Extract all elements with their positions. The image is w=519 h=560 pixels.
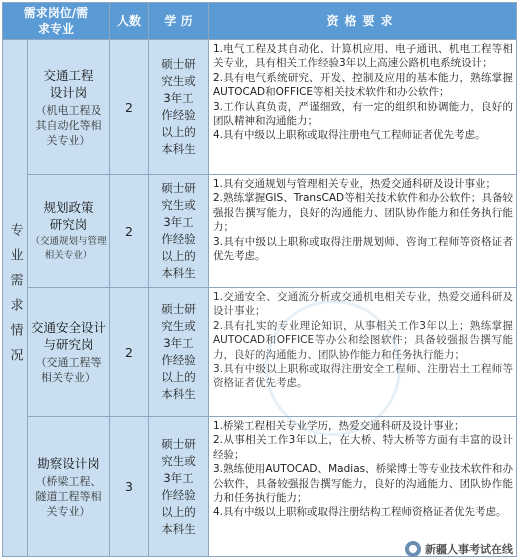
row-2-education-text: 硕士研究生或3年工作经验以上的本科生 — [161, 181, 196, 280]
row-2-count-value: 2 — [125, 223, 133, 239]
row-1-req-4: 4.具有中级以上职称或取得注册电气工程师证者优先考虑。 — [213, 129, 486, 142]
row-1-education-text: 硕士研究生或3年工作经验以上的本科生 — [161, 57, 196, 156]
row-2-req-3: 3.具有中级以上职称或取得注册规划师、咨询工程师等资格证者优先考虑。 — [213, 235, 513, 263]
row-3-req-1: 1.交通安全、交通流分析或交通机电相关专业，热爱交通科研及设计事业； — [213, 291, 513, 318]
row-1-requirements — [208, 39, 517, 175]
row-4-subtitle: （桥梁工程、隧道工程等相关专业） — [35, 474, 102, 518]
header-requirements-label: 资格要求 — [326, 14, 399, 28]
row-4-req-2: 2.从事相关工作3年以上，在大桥、特大桥等方面有丰富的设计经验； — [213, 434, 513, 461]
header-requirements — [208, 2, 517, 40]
row-4-position — [27, 416, 110, 557]
row-4-req-3: 3.熟练使用AUTOCAD、Madias、桥梁博士等专业技术软件和办公软件，具备较强报告撰写能力，良好的沟通能力、团队协作能力和任务执行能力； — [213, 463, 513, 505]
row-4-requirements — [208, 416, 517, 557]
row-4-req-4: 4.具有中级以上职称或取得注册结构工程师资格证者优先考虑。 — [213, 506, 507, 519]
row-1-education — [148, 39, 209, 175]
row-1-req-2: 2.具有电气系统研究、开发、控制及应用的基本能力，熟练掌握AUTOCAD和OFFICE等相关技术软件和办公软件； — [213, 71, 513, 99]
watermark-text: 新疆人事考试在线 — [425, 543, 513, 556]
row-3-requirements — [208, 287, 517, 417]
header-education-label: 学 历 — [164, 14, 193, 28]
row-2-title: 规划政策研究岗 — [43, 200, 94, 232]
row-4-count-value: 3 — [125, 479, 133, 494]
row-3-education — [148, 287, 209, 417]
row-3-req-2: 2.具有扎实的专业理论知识，从事相关工作3年以上；熟练掌握AUTOCAD和OFFICE等办公和绘图软件；具备较强报告撰写能力，良好的沟通能力、团队协作能力和任务执行能力； — [213, 319, 513, 361]
header-position-label: 需求岗位/需求专业 — [23, 6, 89, 36]
row-4-education-text: 硕士研究生或3年工作经验以上的本科生 — [161, 436, 196, 536]
wechat-logo-icon — [405, 541, 421, 557]
row-3-count — [109, 287, 149, 417]
row-1-req-1: 1.电气工程及其自动化、计算机应用、电子通讯、机电工程等相关专业，具有相关工作经验3年以上高速公路机电系统设计； — [213, 43, 513, 70]
row-2-position — [27, 174, 110, 288]
row-1-count — [109, 39, 149, 175]
row-4-req-1: 1.桥梁工程相关专业学历，热爱交通科研及设计事业； — [213, 420, 465, 432]
row-2-subtitle: （交通规划与管理相关专业） — [30, 236, 107, 261]
header-count — [109, 2, 149, 40]
row-3-education-text: 硕士研究生或3年工作经验以上的本科生 — [161, 302, 196, 401]
header-education — [148, 2, 209, 40]
watermark — [405, 541, 513, 557]
category-label: 专业需求情况 — [7, 223, 23, 373]
category-cell — [2, 39, 28, 557]
row-2-education — [148, 174, 209, 288]
row-2-requirements — [208, 174, 517, 288]
row-4-education — [148, 416, 209, 557]
row-1-position — [27, 39, 110, 175]
row-2-req-1: 1.具有交通规划与管理相关专业，热爱交通科研及设计事业； — [213, 178, 497, 190]
row-1-subtitle: （机电工程及其自动化等相关专业） — [35, 103, 102, 147]
row-3-req-3: 3.具有中级以上职称或取得注册安全工程师、注册岩土工程师等资格证者优先考虑。 — [213, 363, 513, 390]
header-position — [2, 2, 110, 40]
row-1-title: 交通工程设计岗 — [43, 67, 94, 100]
row-2-req-2: 2.熟练掌握GIS、TransCAD等相关技术软件和办公软件；具备较强报告撰写能力，良好的沟通能力、团队协作能力和任务执行能力； — [213, 192, 513, 234]
row-2-count — [109, 174, 149, 288]
row-4-title: 勘察设计岗 — [37, 455, 100, 471]
row-1-req-3: 3.工作认真负责，严谨细致，有一定的组织和协调能力，良好的团队精神和沟通能力； — [213, 100, 513, 128]
header-count-label: 人数 — [116, 14, 141, 28]
row-3-subtitle: （交通工程等相关专业） — [35, 356, 102, 384]
row-3-position — [27, 287, 110, 417]
row-1-count-value: 2 — [125, 99, 133, 115]
row-4-count — [109, 416, 149, 557]
row-3-title: 交通安全设计与研究岗 — [30, 320, 106, 352]
requirements-table — [2, 2, 517, 557]
row-3-count-value: 2 — [125, 344, 133, 360]
